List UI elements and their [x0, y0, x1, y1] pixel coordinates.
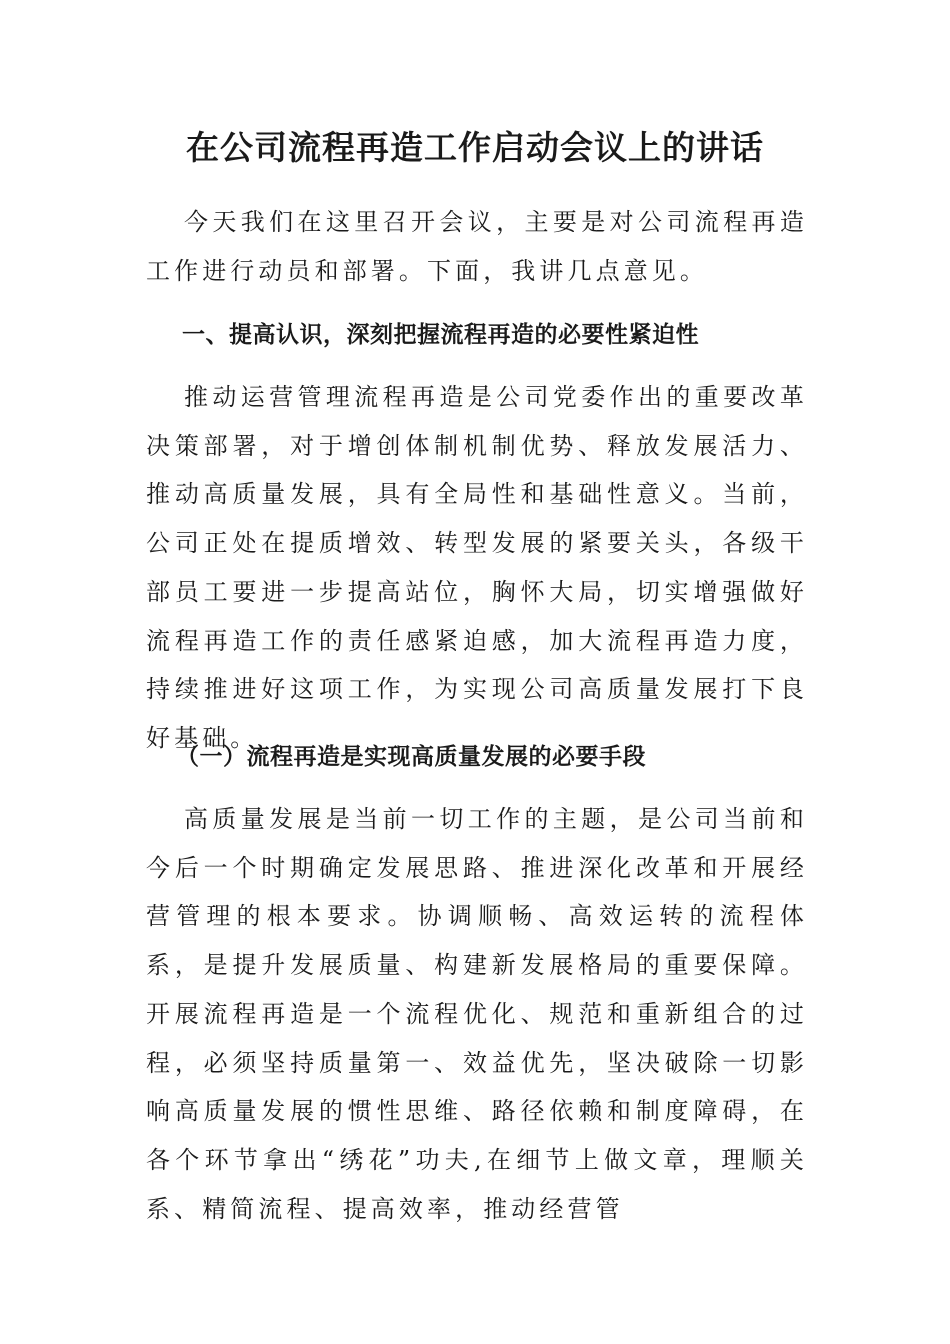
subsection1-paragraph: 高质量发展是当前一切工作的主题，是公司当前和今后一个时期确定发展思路、推进深化改革和开展经营管理的根本要求。协调顺畅、高效运转的流程体系，是提升发展质量、构建新发展格局的重要保障。开展流程再造是一个流程优化、规范和重新组合的过程，必须坚持质量第一、效益优先，坚决破除一切影响高质量发展的惯性思维、路径依赖和制度障碍，在各个环节拿出“绣花”功夫,在细节上做文章，理顺关系、精简流程、提高效率，推动经营管 [146, 805, 808, 1223]
document-title: 在公司流程再造工作启动会议上的讲话 [186, 128, 764, 167]
section-heading-1: 一、提高认识，深刻把握流程再造的必要性紧迫性 [182, 322, 699, 348]
intro-paragraph: 今天我们在这里召开会议，主要是对公司流程再造工作进行动员和部署。下面，我讲几点意见。 [146, 208, 808, 285]
subsection-heading-1: （一）流程再造是实现高质量发展的必要手段 [176, 744, 646, 770]
section1-paragraph: 推动运营管理流程再造是公司党委作出的重要改革决策部署，对于增创体制机制优势、释放发展活力、推动高质量发展，具有全局性和基础性意义。当前，公司正处在提质增效、转型发展的紧要关头，各级干部员工要进一步提高站位，胸怀大局，切实增强做好流程再造工作的责任感紧迫感，加大流程再造力度，持续推进好这项工作，为实现公司高质量发展打下良好基础。 [146, 383, 808, 752]
